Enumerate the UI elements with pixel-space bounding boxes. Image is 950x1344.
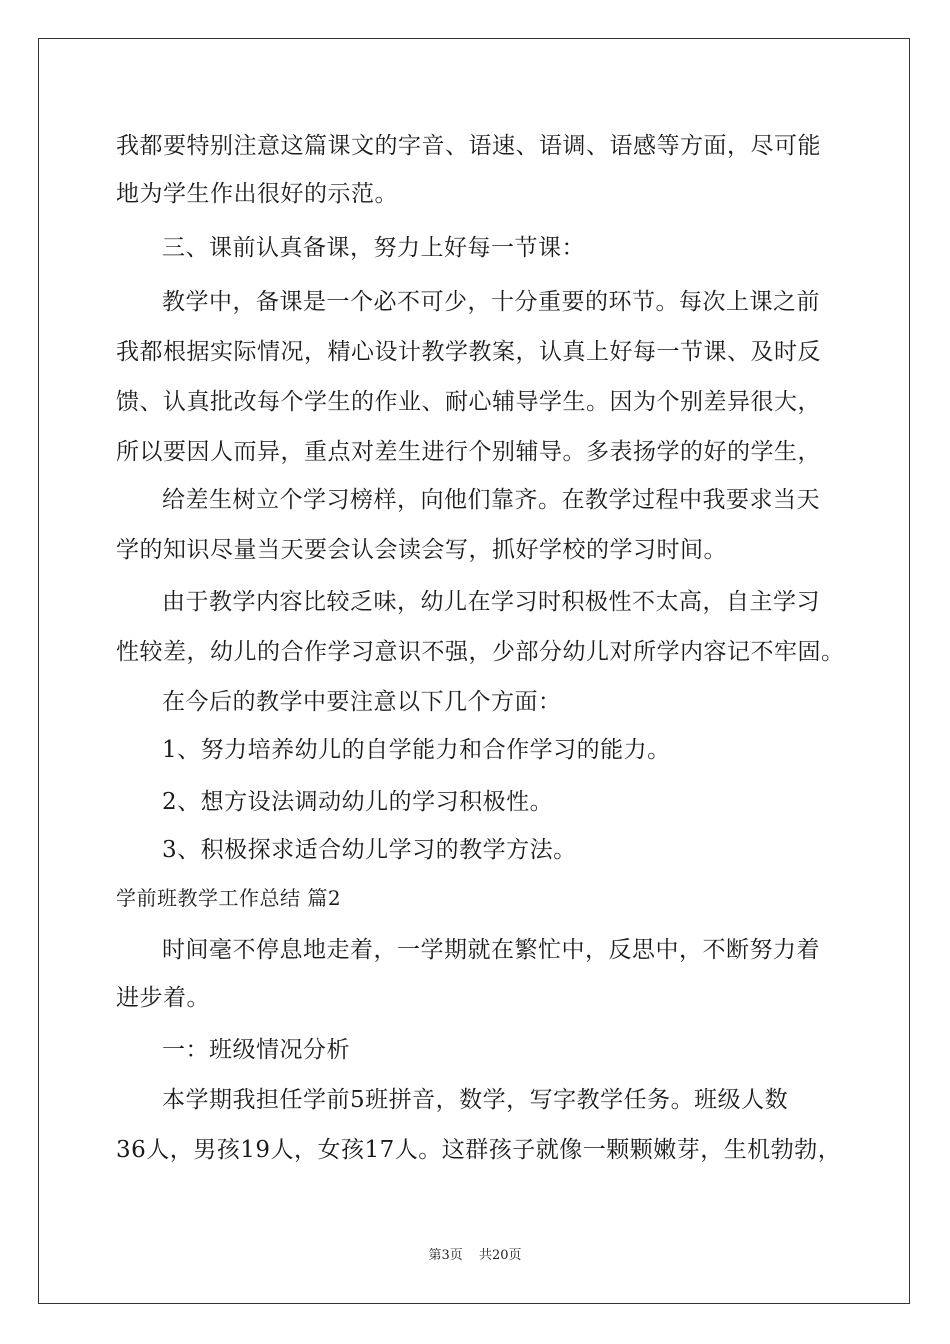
page-footer [0, 1244, 950, 1263]
section-heading: 一：班级情况分析 [162, 1037, 350, 1063]
list-item: 2、想方设法调动幼儿的学习积极性。 [162, 789, 554, 815]
page-total: 共20页 [478, 1248, 522, 1263]
text-line: 36人，男孩19人，女孩17人。这群孩子就像一颗颗嫩芽，生机勃勃， [116, 1137, 842, 1163]
text-line: 我都根据实际情况，精心设计教学教案，认真上好每一节课、及时反 [116, 339, 821, 365]
text-line: 性较差，幼儿的合作学习意识不强，少部分幼儿对所学内容记不牢固。 [116, 639, 845, 665]
text-line: 本学期我担任学前5班拼音，数学，写字教学任务。班级人数 [162, 1087, 789, 1113]
text-line: 时间毫不停息地走着，一学期就在繁忙中，反思中，不断努力着 [162, 937, 820, 963]
text-line: 教学中，备课是一个必不可少，十分重要的环节。每次上课之前 [162, 289, 820, 315]
text-line: 所以要因人而异，重点对差生进行个别辅导。多表扬学的好的学生， [116, 439, 821, 465]
text-line: 在今后的教学中要注意以下几个方面： [162, 689, 562, 715]
text-line: 馈、认真批改每个学生的作业、耐心辅导学生。因为个别差异很大， [116, 389, 821, 415]
text-line: 我都要特别注意这篇课文的字音、语速、语调、语感等方面，尽可能 [116, 133, 821, 159]
text-line: 由于教学内容比较乏味，幼儿在学习时积极性不太高，自主学习 [162, 589, 820, 615]
text-line: 给差生树立个学习榜样，向他们靠齐。在教学过程中我要求当天 [162, 487, 820, 513]
list-item: 3、积极探求适合幼儿学习的教学方法。 [162, 837, 577, 863]
text-line: 进步着。 [116, 985, 210, 1011]
text-line: 学的知识尽量当天要会认会读会写，抓好学校的学习时间。 [116, 537, 727, 563]
page-number: 第3页 [428, 1248, 463, 1263]
text-line: 地为学生作出很好的示范。 [116, 181, 398, 207]
list-item: 1、努力培养幼儿的自学能力和合作学习的能力。 [162, 737, 671, 763]
article-title: 学前班教学工作总结 篇2 [116, 886, 342, 910]
section-heading: 三、课前认真备课，努力上好每一节课： [162, 235, 585, 261]
